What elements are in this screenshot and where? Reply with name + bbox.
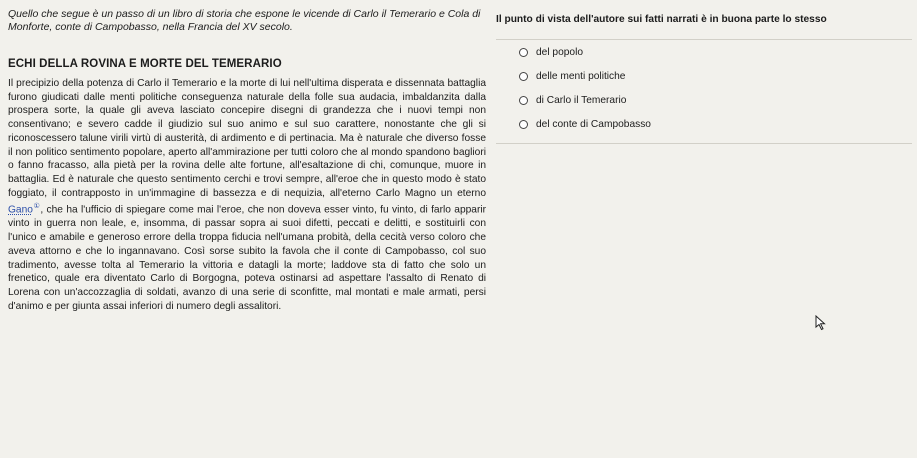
- option-label: delle menti politiche: [536, 70, 626, 82]
- option-label: del popolo: [536, 46, 584, 58]
- passage-text-part1: Il precipizio della potenza di Carlo il Temerario e la morte di lui nell'ultima disperata e dissennata battaglia furono giudicati dalle menti politiche conseguenza naturale della folle sua audacia, imbaldanzita dalla prospera sorte, la quale gli aveva lasciato concepire disegni di grandezza che i nuovi tempi non consentivano; e severo cadde il giudizio sul suo animo e sul suo carattere, nonostante che gli si riconoscessero talune virili virtù di austerità, di ardimento e di pertinacia. Ma è naturale che diverso fosse il non politico sentimento popolare, aperto all'ammirazione per tutti coloro che al mondo spandono bagliori o fanno fracasso, alla pietà per la rovina delle alte fortune, all'esaltazione di chi, comunque, muore in battaglia. Ed è naturale che questo sentimento cerchi e trovi sempre, all'eroe che in questo modo è stato foggiato, il contrapposto in un'immagine di bassezza e di nequizia, all'eterno Carlo Magno un eterno: [8, 78, 486, 199]
- passage-text-part2: , che ha l'ufficio di spiegare come mai l'eroe, che non doveva esser vinto, fu vinto, di farlo apparir vinto in guerra non leale, e, insomma, di passar sopra ai suoi difetti, peccati e delitti, e sostituirli con l'unico e amabile e generoso errore della troppa fiducia nell'umana probità, della cecità verso coloro che aveva attorno e che lo ingannavano. Così sorse subito la favola che il conte di Campobasso, col suo tradimento, avesse tolta al Temerario la vittoria e datagli la morte; laddove sta di fatto che solo un frenetico, quale era diventato Carlo di Borgogna, poteva ostinarsi ad aspettare l'assalto di Renato di Lorena con un'accozzaglia di soldati, avanzo di una serie di sconfitte, mal montati e male armati, persi d'animo e per giunta assai inferiori di numero degli assalitori.: [8, 204, 487, 312]
- passage-text: [8, 77, 486, 313]
- footnote-marker[interactable]: ①: [32, 203, 41, 211]
- passage-intro: Quello che segue è un passo di un libro di storia che espone le vicende di Carlo il Temerario e Cola di Monforte, conte di Campobasso, nella Francia del XV secolo.: [8, 8, 481, 33]
- radio-button-icon[interactable]: [519, 120, 528, 129]
- radio-button-icon[interactable]: [519, 72, 528, 81]
- answer-options: [496, 39, 912, 144]
- option-c[interactable]: [496, 88, 912, 112]
- mouse-cursor-icon: [815, 315, 827, 331]
- passage-title: ECHI DELLA ROVINA E MORTE DEL TEMERARIO: [8, 58, 282, 70]
- option-b[interactable]: [496, 64, 912, 88]
- option-d[interactable]: [496, 112, 912, 136]
- radio-button-icon[interactable]: [519, 48, 528, 57]
- option-label: di Carlo il Temerario: [536, 94, 627, 106]
- radio-button-icon[interactable]: [519, 96, 528, 105]
- ganelon-glossary-link[interactable]: Gano: [8, 204, 33, 216]
- option-a[interactable]: [496, 40, 912, 64]
- question-stem: Il punto di vista dell'autore sui fatti narrati è in buona parte lo stesso: [496, 14, 827, 25]
- question-panel: [496, 14, 912, 144]
- option-label: del conte di Campobasso: [536, 118, 651, 130]
- reading-passage-panel: [8, 8, 486, 313]
